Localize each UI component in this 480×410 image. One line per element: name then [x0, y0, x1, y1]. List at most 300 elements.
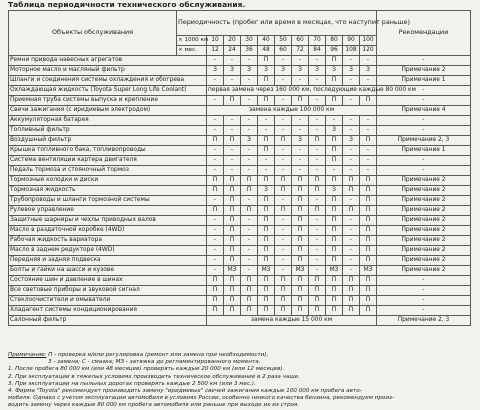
row-span-text: первая замена через 160 000 км, последующие каждые 80 000 км	[207, 86, 377, 96]
table-row	[9, 236, 471, 246]
note-4c: водить замену через каждые 80 000 км пробега автомобиля или раньше при выходе их из строя.	[8, 402, 300, 409]
row-mark: -	[275, 76, 292, 86]
row-mark: П	[241, 296, 258, 306]
row-mark: -	[343, 146, 360, 156]
row-mark: П	[207, 206, 224, 216]
row-mark: -	[309, 116, 326, 126]
row-mark: П	[258, 276, 275, 286]
row-mark: П	[292, 216, 309, 226]
row-mark: П	[224, 276, 241, 286]
row-mark: П	[360, 246, 377, 256]
row-mark: П	[224, 186, 241, 196]
row-mark: -	[343, 116, 360, 126]
maintenance-table	[8, 10, 471, 326]
row-mark: П	[275, 306, 292, 316]
row-mark: -	[241, 166, 258, 176]
month-header-cell: 108	[343, 46, 360, 56]
row-mark: П	[224, 286, 241, 296]
row-name: Крышка топливного бака, топливопроводы	[9, 146, 177, 156]
row-mark: -	[241, 266, 258, 276]
row-mark: П	[326, 216, 343, 226]
row-mark: З	[258, 186, 275, 196]
row-mark: -	[241, 156, 258, 166]
km-header-cell: 50	[275, 36, 292, 46]
km-header-cell: 40	[258, 36, 275, 46]
row-mark: П	[258, 146, 275, 156]
row-mark: -	[309, 76, 326, 86]
row-mark: -	[343, 96, 360, 106]
row-mark: -	[207, 216, 224, 226]
row-mark: -	[292, 56, 309, 66]
row-mark: -	[241, 116, 258, 126]
row-mark: МЗ	[224, 266, 241, 276]
row-mark: П	[360, 216, 377, 226]
note-1: 1. После пробега 80 000 км (или 48 месяцев) проверять каждые 20 000 км (или 12 месяцев).	[8, 366, 285, 373]
row-mark: П	[309, 206, 326, 216]
row-name: Ремни привода навесных агрегатов	[9, 56, 177, 66]
row-name: Педаль тормоза и стояночный тормоз	[9, 166, 177, 176]
row-mark: П	[207, 276, 224, 286]
row-note: -	[377, 166, 471, 176]
row-mark: П	[275, 276, 292, 286]
row-mark: П	[207, 176, 224, 186]
row-mark: -	[258, 126, 275, 136]
row-mark: -	[343, 196, 360, 206]
note-4b: мобиля. Однако с учетом эксплуатации автомобиля в условиях России, особенно низкого качества бензина, рекомендуем произ-	[8, 395, 394, 402]
row-mark: -	[360, 116, 377, 126]
row-mark: З	[224, 66, 241, 76]
row-mark: П	[326, 276, 343, 286]
row-mark: -	[275, 146, 292, 156]
row-mark: П	[326, 286, 343, 296]
row-mark: П	[326, 306, 343, 316]
row-mark: П	[241, 286, 258, 296]
row-mark: -	[343, 236, 360, 246]
row-mark: П	[309, 286, 326, 296]
row-mark: -	[207, 236, 224, 246]
row-mark: -	[343, 226, 360, 236]
km-header-cell: 90	[343, 36, 360, 46]
row-note: -	[377, 306, 471, 316]
row-note: -	[377, 296, 471, 306]
month-header-cell: 60	[275, 46, 292, 56]
unit-spacer	[177, 196, 207, 206]
row-mark: П	[275, 286, 292, 296]
row-note: Примечание 2	[377, 66, 471, 76]
row-mark: П	[275, 206, 292, 216]
unit-spacer	[177, 116, 207, 126]
row-mark: П	[326, 76, 343, 86]
unit-spacer	[177, 96, 207, 106]
row-mark: П	[258, 216, 275, 226]
row-mark: МЗ	[326, 266, 343, 276]
row-note: Примечание 4	[377, 106, 471, 116]
row-mark: П	[275, 296, 292, 306]
row-mark: МЗ	[258, 266, 275, 276]
row-mark: -	[241, 76, 258, 86]
unit-spacer	[177, 176, 207, 186]
table-row	[9, 246, 471, 256]
row-mark: П	[224, 96, 241, 106]
row-mark: П	[343, 286, 360, 296]
row-mark: -	[343, 156, 360, 166]
row-name: Передняя и задняя подвеска	[9, 256, 177, 266]
row-mark: П	[292, 196, 309, 206]
row-mark: -	[309, 96, 326, 106]
row-mark: -	[309, 216, 326, 226]
row-mark: -	[326, 116, 343, 126]
row-mark: З	[309, 66, 326, 76]
row-mark: -	[207, 266, 224, 276]
row-mark: -	[343, 76, 360, 86]
row-mark: П	[326, 206, 343, 216]
unit-spacer	[177, 126, 207, 136]
months-unit-label: × мес.	[177, 46, 207, 56]
row-mark: -	[207, 146, 224, 156]
row-name: Защитные шарниры и чехлы приводных валов	[9, 216, 177, 226]
row-mark: -	[309, 146, 326, 156]
km-header-cell: 20	[224, 36, 241, 46]
row-name: Система вентиляции картера двигателя	[9, 156, 177, 166]
row-mark: -	[309, 246, 326, 256]
row-mark: -	[292, 116, 309, 126]
row-mark: П	[258, 196, 275, 206]
row-mark: З	[326, 186, 343, 196]
row-mark: -	[241, 246, 258, 256]
row-mark: П	[360, 196, 377, 206]
row-mark: П	[275, 136, 292, 146]
row-mark: -	[309, 196, 326, 206]
month-header-cell: 72	[292, 46, 309, 56]
row-mark: З	[343, 66, 360, 76]
row-mark: П	[241, 206, 258, 216]
row-span-text: замена каждые 15 000 км	[207, 316, 377, 326]
row-mark: П	[224, 306, 241, 316]
row-mark: П	[343, 206, 360, 216]
table-row	[9, 226, 471, 236]
row-name: Салонный фильтр	[9, 316, 177, 326]
unit-spacer	[177, 276, 207, 286]
row-name: Хладагент системы кондиционирования	[9, 306, 177, 316]
table-row	[9, 66, 471, 76]
notes-lead: Примечание:	[8, 352, 47, 358]
unit-spacer	[177, 296, 207, 306]
row-mark: -	[207, 226, 224, 236]
table-row	[9, 196, 471, 206]
table-row	[9, 146, 471, 156]
row-mark: -	[241, 196, 258, 206]
note-2: 2. При эксплуатации в тяжелых условиях производить техническое обслуживание в 2 раза чаще.	[8, 373, 300, 380]
km-unit-label: × 1000 км	[177, 36, 207, 46]
table-row	[9, 206, 471, 216]
table-row	[9, 96, 471, 106]
row-mark: П	[258, 56, 275, 66]
unit-spacer	[177, 226, 207, 236]
row-note: -	[377, 86, 471, 96]
table-row	[9, 126, 471, 136]
row-mark: -	[224, 166, 241, 176]
unit-spacer	[177, 316, 207, 326]
row-mark: -	[309, 56, 326, 66]
row-mark: П	[292, 206, 309, 216]
row-mark: П	[224, 256, 241, 266]
row-name: Топливный фильтр	[9, 126, 177, 136]
row-mark: -	[241, 126, 258, 136]
row-mark: П	[360, 136, 377, 146]
row-mark: П	[309, 306, 326, 316]
row-mark: П	[258, 76, 275, 86]
row-mark: П	[326, 196, 343, 206]
row-mark: П	[292, 186, 309, 196]
row-mark: П	[343, 276, 360, 286]
row-mark: П	[207, 136, 224, 146]
row-mark: П	[326, 136, 343, 146]
row-mark: -	[224, 116, 241, 126]
row-mark: П	[224, 136, 241, 146]
row-mark: -	[275, 126, 292, 136]
unit-spacer	[177, 216, 207, 226]
row-note: Примечание 1	[377, 76, 471, 86]
row-mark: П	[292, 176, 309, 186]
table-row	[9, 76, 471, 86]
row-mark: -	[343, 166, 360, 176]
row-mark: -	[343, 216, 360, 226]
row-mark: П	[258, 136, 275, 146]
row-name: Шланги и соединения системы охлаждения и обогрева	[9, 76, 177, 86]
row-mark: -	[224, 146, 241, 156]
table-row	[9, 186, 471, 196]
row-mark: П	[326, 296, 343, 306]
row-mark: П	[360, 256, 377, 266]
unit-spacer	[177, 166, 207, 176]
table-row	[9, 176, 471, 186]
row-mark: -	[360, 126, 377, 136]
row-name: Свечи зажигания (с иридиевым электродом)	[9, 106, 177, 116]
row-mark: П	[258, 296, 275, 306]
row-mark: -	[275, 56, 292, 66]
row-mark: П	[224, 176, 241, 186]
row-mark: -	[360, 156, 377, 166]
row-mark: П	[224, 216, 241, 226]
unit-spacer	[177, 106, 207, 116]
row-mark: -	[275, 116, 292, 126]
row-mark: -	[241, 146, 258, 156]
row-mark: -	[275, 96, 292, 106]
row-mark: -	[275, 256, 292, 266]
row-mark: -	[326, 166, 343, 176]
row-mark: -	[207, 56, 224, 66]
unit-spacer	[177, 206, 207, 216]
row-mark: П	[360, 306, 377, 316]
row-mark: П	[224, 226, 241, 236]
row-mark: -	[241, 226, 258, 236]
row-mark: П	[207, 296, 224, 306]
row-mark: -	[309, 256, 326, 266]
row-mark: П	[326, 146, 343, 156]
row-mark: П	[360, 226, 377, 236]
row-note: Примечание 2	[377, 206, 471, 216]
row-note: Примечание 2	[377, 266, 471, 276]
row-mark: П	[207, 286, 224, 296]
table-row	[9, 306, 471, 316]
row-mark: П	[309, 176, 326, 186]
row-note: Примечание 2	[377, 216, 471, 226]
row-name: Рабочая жидкость вариатора	[9, 236, 177, 246]
row-mark: П	[275, 186, 292, 196]
row-note: -	[377, 156, 471, 166]
row-mark: П	[326, 256, 343, 266]
note-3: 3. При эксплуатации на пыльных дорогах проверять каждые 2 500 км (или 3 мес.).	[8, 380, 256, 387]
row-mark: МЗ	[292, 266, 309, 276]
month-header-cell: 120	[360, 46, 377, 56]
objects-header: Объекты обслуживания	[9, 11, 177, 56]
row-mark: -	[207, 76, 224, 86]
row-mark: З	[241, 136, 258, 146]
row-mark: П	[309, 276, 326, 286]
notes-legend-2: З - замена; С - смазка; МЗ - затяжка до регламентированного момента.	[48, 359, 261, 366]
row-mark: -	[360, 76, 377, 86]
row-mark: П	[326, 156, 343, 166]
row-mark: -	[258, 116, 275, 126]
row-mark: П	[360, 276, 377, 286]
unit-spacer	[177, 136, 207, 146]
row-mark: П	[360, 296, 377, 306]
row-note: Примечание 2	[377, 236, 471, 246]
km-header-cell: 30	[241, 36, 258, 46]
row-mark: П	[292, 256, 309, 266]
row-name: Охлаждающая жидкость (Toyota Super Long Life Coolant)	[9, 86, 177, 96]
row-mark: З	[258, 66, 275, 76]
table-row	[9, 116, 471, 126]
row-mark: -	[309, 226, 326, 236]
row-mark: -	[343, 56, 360, 66]
row-mark: П	[360, 96, 377, 106]
unit-spacer	[177, 66, 207, 76]
row-mark: П	[258, 226, 275, 236]
row-mark: -	[292, 166, 309, 176]
km-header-cell: 60	[292, 36, 309, 46]
row-note: -	[377, 56, 471, 66]
row-mark: -	[275, 236, 292, 246]
row-mark: -	[241, 256, 258, 266]
row-mark: З	[360, 66, 377, 76]
row-mark: -	[241, 236, 258, 246]
row-name: Болты и гайки на шасси и кузове	[9, 266, 177, 276]
unit-spacer	[177, 256, 207, 266]
row-mark: -	[207, 196, 224, 206]
row-mark: -	[292, 156, 309, 166]
row-mark: П	[241, 186, 258, 196]
table-row	[9, 296, 471, 306]
row-mark: П	[343, 306, 360, 316]
row-mark: П	[360, 286, 377, 296]
row-mark: П	[309, 136, 326, 146]
row-mark: П	[326, 236, 343, 246]
row-mark: З	[326, 66, 343, 76]
row-mark: П	[326, 56, 343, 66]
month-header-cell: 84	[309, 46, 326, 56]
row-mark: -	[360, 166, 377, 176]
row-mark: П	[360, 186, 377, 196]
row-mark: З	[207, 66, 224, 76]
unit-spacer	[177, 236, 207, 246]
row-name: Все световые приборы и звуковой сигнал	[9, 286, 177, 296]
row-mark: П	[292, 226, 309, 236]
row-note: Примечание 2	[377, 246, 471, 256]
row-mark: -	[275, 166, 292, 176]
row-mark: П	[207, 306, 224, 316]
row-mark: П	[309, 186, 326, 196]
row-mark: -	[207, 126, 224, 136]
row-mark: -	[275, 196, 292, 206]
row-mark: П	[292, 96, 309, 106]
row-mark: П	[241, 176, 258, 186]
notes-legend-1: П - проверка и/или регулировка (ремонт или замена при необходимости),	[46, 352, 269, 358]
row-mark: П	[309, 296, 326, 306]
row-note: -	[377, 96, 471, 106]
row-mark: П	[258, 206, 275, 216]
row-mark: П	[275, 176, 292, 186]
row-mark: П	[326, 226, 343, 236]
month-header-cell: 12	[207, 46, 224, 56]
row-note: -	[377, 276, 471, 286]
row-mark: -	[224, 156, 241, 166]
month-header-cell: 24	[224, 46, 241, 56]
row-note: Примечание 2	[377, 186, 471, 196]
row-span-text: замена каждые 100 000 км	[207, 106, 377, 116]
unit-spacer	[177, 56, 207, 66]
table-row	[9, 316, 471, 326]
row-note: -	[377, 126, 471, 136]
footnotes	[8, 352, 470, 410]
row-mark: -	[309, 166, 326, 176]
row-mark: П	[258, 286, 275, 296]
table-row	[9, 166, 471, 176]
period-header: Периодичность (пробег или время в месяцах, что наступит раньше)	[177, 11, 377, 36]
row-note: Примечание 2	[377, 226, 471, 236]
row-mark: -	[258, 166, 275, 176]
row-mark: -	[309, 266, 326, 276]
row-mark: -	[343, 126, 360, 136]
row-mark: П	[326, 96, 343, 106]
table-row	[9, 156, 471, 166]
row-note: Примечание 2	[377, 196, 471, 206]
row-mark: -	[241, 216, 258, 226]
row-mark: -	[207, 256, 224, 266]
row-mark: З	[275, 66, 292, 76]
row-mark: -	[275, 246, 292, 256]
row-mark: П	[241, 306, 258, 316]
row-name: Рулевое управление	[9, 206, 177, 216]
row-mark: П	[292, 296, 309, 306]
row-mark: П	[343, 296, 360, 306]
km-header-cell: 100	[360, 36, 377, 46]
row-mark: П	[326, 246, 343, 256]
row-mark: -	[343, 246, 360, 256]
table-row	[9, 286, 471, 296]
row-mark: -	[275, 156, 292, 166]
row-mark: П	[360, 236, 377, 246]
row-name: Тормозная жидкость	[9, 186, 177, 196]
row-note: Примечание 2	[377, 256, 471, 266]
row-mark: -	[258, 156, 275, 166]
row-name: Приемная труба системы выпуска и крепление	[9, 96, 177, 106]
unit-spacer	[177, 186, 207, 196]
table-row	[9, 256, 471, 266]
row-mark: -	[275, 226, 292, 236]
row-name: Тормозные колодки и диски	[9, 176, 177, 186]
table-row	[9, 216, 471, 226]
